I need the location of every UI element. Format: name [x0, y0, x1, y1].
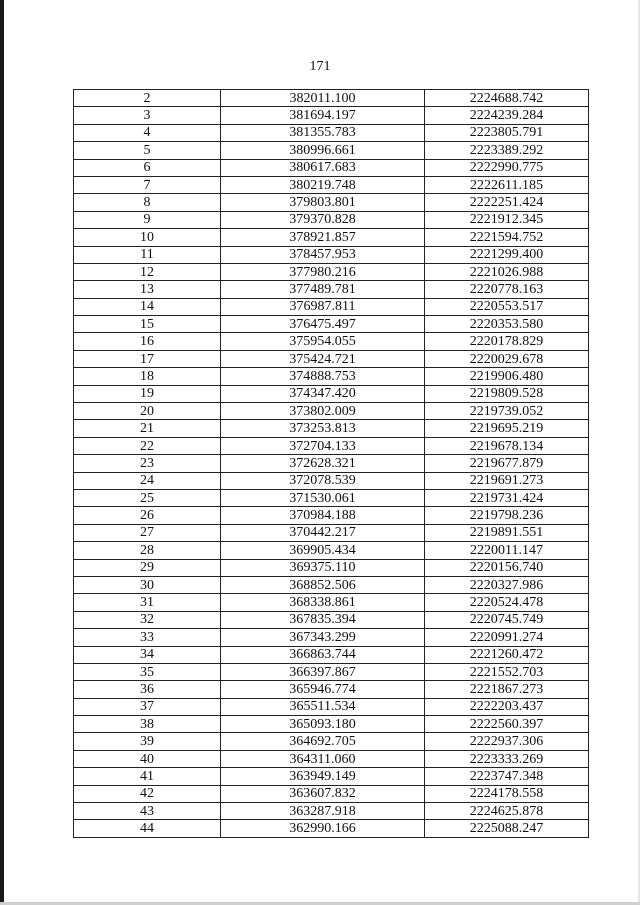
- y-coordinate-cell: 2222990.775: [425, 159, 589, 176]
- x-coordinate-cell: 370442.217: [221, 524, 425, 541]
- y-coordinate-cell: 2222560.397: [425, 716, 589, 733]
- point-number-cell: 43: [74, 803, 221, 820]
- point-number-cell: 39: [74, 733, 221, 750]
- table-row: [74, 107, 589, 124]
- y-coordinate-cell: 2221594.752: [425, 229, 589, 246]
- x-coordinate-cell: 373802.009: [221, 403, 425, 420]
- y-coordinate-cell: 2224688.742: [425, 90, 589, 107]
- y-coordinate-cell: 2219678.134: [425, 437, 589, 454]
- point-number-cell: 15: [74, 316, 221, 333]
- table-row: [74, 403, 589, 420]
- table-row: [74, 698, 589, 715]
- point-number-cell: 35: [74, 663, 221, 680]
- y-coordinate-cell: 2222611.185: [425, 176, 589, 193]
- table-row: [74, 316, 589, 333]
- x-coordinate-cell: 378457.953: [221, 246, 425, 263]
- x-coordinate-cell: 372704.133: [221, 437, 425, 454]
- x-coordinate-cell: 375424.721: [221, 350, 425, 367]
- point-number-cell: 40: [74, 750, 221, 767]
- table-row: [74, 803, 589, 820]
- y-coordinate-cell: 2220327.986: [425, 576, 589, 593]
- y-coordinate-cell: 2222937.306: [425, 733, 589, 750]
- y-coordinate-cell: 2219691.273: [425, 472, 589, 489]
- table-row: [74, 263, 589, 280]
- point-number-cell: 31: [74, 594, 221, 611]
- point-number-cell: 30: [74, 576, 221, 593]
- x-coordinate-cell: 372078.539: [221, 472, 425, 489]
- x-coordinate-cell: 379803.801: [221, 194, 425, 211]
- point-number-cell: 9: [74, 211, 221, 228]
- y-coordinate-cell: 2220553.517: [425, 298, 589, 315]
- table-row: [74, 733, 589, 750]
- y-coordinate-cell: 2221299.400: [425, 246, 589, 263]
- table-row: [74, 246, 589, 263]
- x-coordinate-cell: 380219.748: [221, 176, 425, 193]
- table-row: [74, 489, 589, 506]
- point-number-cell: 24: [74, 472, 221, 489]
- y-coordinate-cell: 2223389.292: [425, 142, 589, 159]
- y-coordinate-cell: 2220156.740: [425, 559, 589, 576]
- x-coordinate-cell: 367343.299: [221, 629, 425, 646]
- x-coordinate-cell: 382011.100: [221, 90, 425, 107]
- x-coordinate-cell: 369375.110: [221, 559, 425, 576]
- y-coordinate-cell: 2221867.273: [425, 681, 589, 698]
- y-coordinate-cell: 2219906.480: [425, 368, 589, 385]
- table-row: [74, 716, 589, 733]
- table-row: [74, 524, 589, 541]
- table-row: [74, 420, 589, 437]
- table-row: [74, 385, 589, 402]
- point-number-cell: 29: [74, 559, 221, 576]
- table-row: [74, 437, 589, 454]
- x-coordinate-cell: 366397.867: [221, 663, 425, 680]
- table-row: [74, 159, 589, 176]
- x-coordinate-cell: 365946.774: [221, 681, 425, 698]
- table-row: [74, 194, 589, 211]
- x-coordinate-cell: 374888.753: [221, 368, 425, 385]
- point-number-cell: 38: [74, 716, 221, 733]
- point-number-cell: 6: [74, 159, 221, 176]
- point-number-cell: 20: [74, 403, 221, 420]
- point-number-cell: 41: [74, 768, 221, 785]
- point-number-cell: 13: [74, 281, 221, 298]
- y-coordinate-cell: 2220991.274: [425, 629, 589, 646]
- x-coordinate-cell: 371530.061: [221, 489, 425, 506]
- y-coordinate-cell: 2221026.988: [425, 263, 589, 280]
- table-row: [74, 611, 589, 628]
- point-number-cell: 33: [74, 629, 221, 646]
- point-number-cell: 28: [74, 542, 221, 559]
- table-row: [74, 594, 589, 611]
- y-coordinate-cell: 2220178.829: [425, 333, 589, 350]
- x-coordinate-cell: 368338.861: [221, 594, 425, 611]
- point-number-cell: 8: [74, 194, 221, 211]
- table-row: [74, 750, 589, 767]
- table-row: [74, 90, 589, 107]
- x-coordinate-cell: 367835.394: [221, 611, 425, 628]
- x-coordinate-cell: 378921.857: [221, 229, 425, 246]
- point-number-cell: 32: [74, 611, 221, 628]
- point-number-cell: 25: [74, 489, 221, 506]
- point-number-cell: 44: [74, 820, 221, 837]
- table-row: [74, 542, 589, 559]
- table-row: [74, 576, 589, 593]
- point-number-cell: 27: [74, 524, 221, 541]
- y-coordinate-cell: 2223805.791: [425, 124, 589, 141]
- x-coordinate-cell: 375954.055: [221, 333, 425, 350]
- x-coordinate-cell: 364692.705: [221, 733, 425, 750]
- y-coordinate-cell: 2221260.472: [425, 646, 589, 663]
- y-coordinate-cell: 2225088.247: [425, 820, 589, 837]
- point-number-cell: 19: [74, 385, 221, 402]
- y-coordinate-cell: 2219798.236: [425, 507, 589, 524]
- x-coordinate-cell: 381694.197: [221, 107, 425, 124]
- y-coordinate-cell: 2219677.879: [425, 455, 589, 472]
- y-coordinate-cell: 2223333.269: [425, 750, 589, 767]
- point-number-cell: 23: [74, 455, 221, 472]
- table-row: [74, 629, 589, 646]
- point-number-cell: 7: [74, 176, 221, 193]
- table-row: [74, 281, 589, 298]
- y-coordinate-cell: 2222251.424: [425, 194, 589, 211]
- table-row: [74, 559, 589, 576]
- x-coordinate-cell: 377489.781: [221, 281, 425, 298]
- x-coordinate-cell: 368852.506: [221, 576, 425, 593]
- point-number-cell: 12: [74, 263, 221, 280]
- point-number-cell: 14: [74, 298, 221, 315]
- table-row: [74, 785, 589, 802]
- y-coordinate-cell: 2220353.580: [425, 316, 589, 333]
- point-number-cell: 5: [74, 142, 221, 159]
- x-coordinate-cell: 373253.813: [221, 420, 425, 437]
- table-row: [74, 768, 589, 785]
- point-number-cell: 22: [74, 437, 221, 454]
- x-coordinate-cell: 363949.149: [221, 768, 425, 785]
- x-coordinate-cell: 363287.918: [221, 803, 425, 820]
- y-coordinate-cell: 2219809.528: [425, 385, 589, 402]
- table-row: [74, 455, 589, 472]
- point-number-cell: 16: [74, 333, 221, 350]
- x-coordinate-cell: 370984.188: [221, 507, 425, 524]
- point-number-cell: 11: [74, 246, 221, 263]
- x-coordinate-cell: 366863.744: [221, 646, 425, 663]
- x-coordinate-cell: 364311.060: [221, 750, 425, 767]
- table-row: [74, 368, 589, 385]
- point-number-cell: 10: [74, 229, 221, 246]
- table-row: [74, 820, 589, 837]
- y-coordinate-cell: 2219731.424: [425, 489, 589, 506]
- page-number: 171: [309, 59, 331, 74]
- x-coordinate-cell: 372628.321: [221, 455, 425, 472]
- y-coordinate-cell: 2221912.345: [425, 211, 589, 228]
- point-number-cell: 26: [74, 507, 221, 524]
- table-row: [74, 298, 589, 315]
- table-row: [74, 472, 589, 489]
- y-coordinate-cell: 2220011.147: [425, 542, 589, 559]
- y-coordinate-cell: 2223747.348: [425, 768, 589, 785]
- scan-left-edge: [0, 0, 4, 905]
- table-row: [74, 124, 589, 141]
- x-coordinate-cell: 369905.434: [221, 542, 425, 559]
- x-coordinate-cell: 379370.828: [221, 211, 425, 228]
- x-coordinate-cell: 363607.832: [221, 785, 425, 802]
- y-coordinate-cell: 2222203.437: [425, 698, 589, 715]
- point-number-cell: 17: [74, 350, 221, 367]
- point-number-cell: 34: [74, 646, 221, 663]
- y-coordinate-cell: 2224625.878: [425, 803, 589, 820]
- table-row: [74, 663, 589, 680]
- point-number-cell: 21: [74, 420, 221, 437]
- table-row: [74, 350, 589, 367]
- point-number-cell: 37: [74, 698, 221, 715]
- x-coordinate-cell: 365511.534: [221, 698, 425, 715]
- y-coordinate-cell: 2220778.163: [425, 281, 589, 298]
- x-coordinate-cell: 380617.683: [221, 159, 425, 176]
- x-coordinate-cell: 374347.420: [221, 385, 425, 402]
- y-coordinate-cell: 2220745.749: [425, 611, 589, 628]
- y-coordinate-cell: 2220524.478: [425, 594, 589, 611]
- x-coordinate-cell: 376987.811: [221, 298, 425, 315]
- x-coordinate-cell: 381355.783: [221, 124, 425, 141]
- point-number-cell: 3: [74, 107, 221, 124]
- x-coordinate-cell: 376475.497: [221, 316, 425, 333]
- x-coordinate-cell: 362990.166: [221, 820, 425, 837]
- table-row: [74, 333, 589, 350]
- coordinate-table: [73, 89, 589, 838]
- y-coordinate-cell: 2219739.052: [425, 403, 589, 420]
- y-coordinate-cell: 2219695.219: [425, 420, 589, 437]
- x-coordinate-cell: 380996.661: [221, 142, 425, 159]
- coordinate-table-body: [74, 90, 589, 838]
- point-number-cell: 36: [74, 681, 221, 698]
- table-row: [74, 142, 589, 159]
- table-row: [74, 211, 589, 228]
- y-coordinate-cell: 2224178.558: [425, 785, 589, 802]
- table-row: [74, 507, 589, 524]
- x-coordinate-cell: 377980.216: [221, 263, 425, 280]
- y-coordinate-cell: 2221552.703: [425, 663, 589, 680]
- point-number-cell: 18: [74, 368, 221, 385]
- y-coordinate-cell: 2220029.678: [425, 350, 589, 367]
- y-coordinate-cell: 2224239.284: [425, 107, 589, 124]
- x-coordinate-cell: 365093.180: [221, 716, 425, 733]
- table-row: [74, 176, 589, 193]
- point-number-cell: 2: [74, 90, 221, 107]
- point-number-cell: 4: [74, 124, 221, 141]
- table-row: [74, 681, 589, 698]
- point-number-cell: 42: [74, 785, 221, 802]
- table-row: [74, 646, 589, 663]
- y-coordinate-cell: 2219891.551: [425, 524, 589, 541]
- table-row: [74, 229, 589, 246]
